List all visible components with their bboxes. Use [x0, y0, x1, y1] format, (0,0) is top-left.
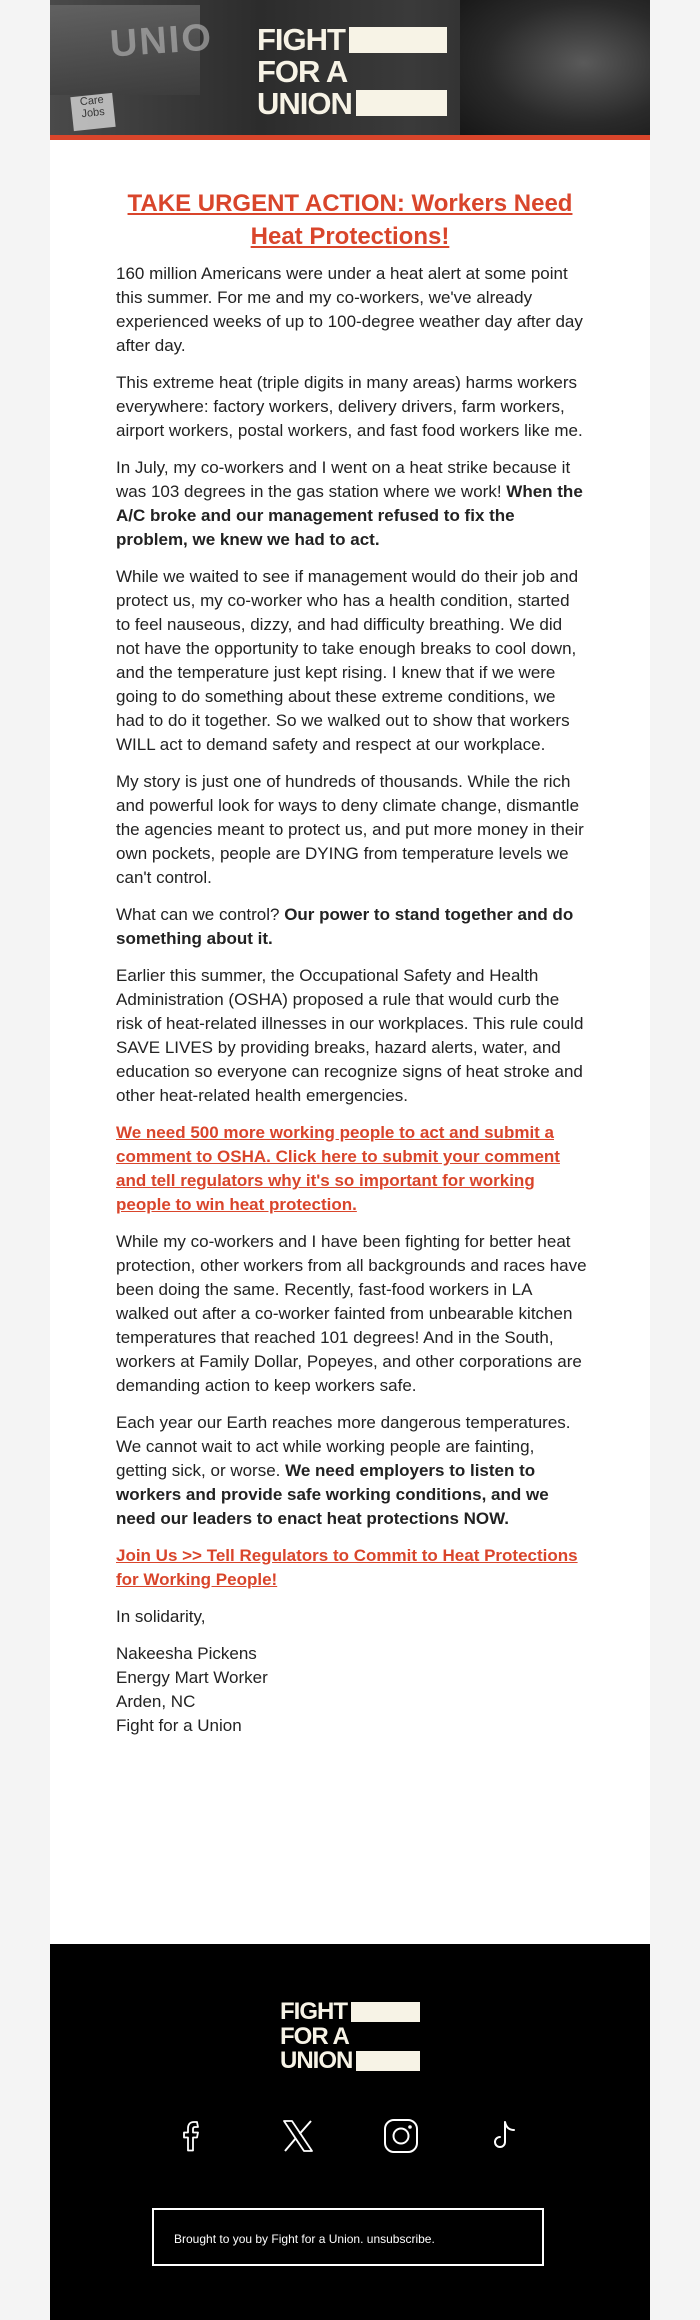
paragraph: This extreme heat (triple digits in many areas) harms workers everywhere: factory workers, delivery drivers, farm workers, airport workers, postal workers, and fast food workers like me. — [116, 373, 583, 440]
paragraph: Earlier this summer, the Occupational Safety and Health Administration (OSHA) proposed a rule that would curb the risk of heat-related illnesses in our workplaces. This rule could SAVE LIVES by providing breaks, hazard alerts, water, and education so everyone can recognize signs of heat stroke and other heat-related health emergencies. — [116, 966, 584, 1105]
headline-link[interactable]: TAKE URGENT ACTION: Workers Need Heat Protections! — [127, 190, 573, 250]
letter-body — [116, 262, 588, 1751]
paragraph-text: In July, my co-workers and I went on a heat strike because it was 103 degrees in the gas station where we work! — [116, 458, 571, 501]
logo-block — [356, 2051, 420, 2072]
logo-block — [349, 27, 447, 54]
submit-comment-link[interactable]: We need 500 more working people to act and submit a comment to OSHA. Click here to submit your comment and tell regulators why it's so important for working people to win heat protection. — [116, 1123, 560, 1214]
logo-line-3: UNION — [280, 2047, 353, 2075]
paragraph: While we waited to see if management would do their job and protect us, my co-worker who has a health condition, started to feel nauseous, dizzy, and had difficulty breathing. We did not have the opportunity to take enough breaks to cool down, and the temperature just kept rising. I knew that if we were going to do something about these extreme conditions, we had to do it together. So we walked out to show that workers WILL act to demand safety and respect at our workplace. — [116, 567, 579, 754]
signature — [116, 1642, 588, 1738]
paragraph — [116, 1411, 588, 1531]
worker-with-megaphone-image — [460, 0, 650, 140]
signature-location: Arden, NC — [116, 1692, 196, 1711]
paragraph-text: Each year our Earth reaches more dangerous temperatures. We cannot wait to act while working people are fainting, getting sick, or worse. — [116, 1413, 571, 1480]
x-icon[interactable] — [278, 2116, 318, 2156]
signature-title: Energy Mart Worker — [116, 1668, 268, 1687]
facebook-icon[interactable] — [174, 2116, 214, 2156]
closing: In solidarity, — [116, 1607, 206, 1626]
paragraph: My story is just one of hundreds of thousands. While the rich and powerful look for ways to deny climate change, dismantle the agencies meant to protect us, and put more money in their own pockets, people are DYING from temperature levels we can't control. — [116, 772, 584, 887]
fight-for-a-union-logo[interactable] — [257, 24, 447, 120]
social-links — [50, 2116, 650, 2160]
logo-line-2: FOR A — [280, 2022, 349, 2050]
instagram-icon[interactable] — [381, 2116, 421, 2156]
paragraph — [116, 1121, 588, 1217]
logo-block — [356, 90, 447, 117]
paragraph-bold-text: We need employers to listen to workers and provide safe working conditions, and we need our leaders to enact heat protections NOW. — [116, 1461, 549, 1528]
logo-line-3: UNION — [257, 85, 352, 121]
footer-logo[interactable] — [280, 2000, 420, 2074]
email-body — [50, 140, 650, 1944]
signature-org: Fight for a Union — [116, 1716, 242, 1735]
care-sign: Care Jobs — [70, 93, 115, 131]
logo-line-1: FIGHT — [280, 1998, 347, 2026]
join-us-link[interactable]: Join Us >> Tell Regulators to Commit to Heat Protections for Working People! — [116, 1546, 578, 1589]
paragraph: While my co-workers and I have been fighting for better heat protection, other workers from all backgrounds and races have been doing the same. Recently, fast-food workers in LA walked out after a co-worker fainted from unbearable kitchen temperatures that reached 101 degrees! And in the South, workers at Family Dollar, Popeyes, and other corporations are demanding action to keep workers safe. — [116, 1232, 587, 1395]
paragraph: 160 million Americans were under a heat alert at some point this summer. For me and my co-workers, we've already experienced weeks of up to 100-degree weather day after day after day. — [116, 264, 583, 355]
logo-block — [351, 2002, 420, 2023]
paragraph — [116, 1544, 588, 1592]
paragraph-text: What can we control? — [116, 905, 285, 924]
paragraph-bold-text: Our power to stand together and do something about it. — [116, 905, 574, 948]
paragraph-bold-text: When the A/C broke and our management refused to fix the problem, we knew we had to act. — [116, 482, 583, 549]
email-container — [50, 0, 650, 2246]
tiktok-icon[interactable] — [486, 2116, 526, 2156]
unsubscribe-notice[interactable]: Brought to you by Fight for a Union. unsubscribe. — [152, 2208, 544, 2266]
paragraph — [116, 456, 588, 552]
protest-sign-text: UNIO — [108, 16, 215, 66]
signature-name: Nakeesha Pickens — [116, 1644, 257, 1663]
logo-line-2: FOR A — [257, 54, 348, 89]
paragraph — [116, 903, 588, 951]
logo-line-1: FIGHT — [257, 22, 345, 58]
